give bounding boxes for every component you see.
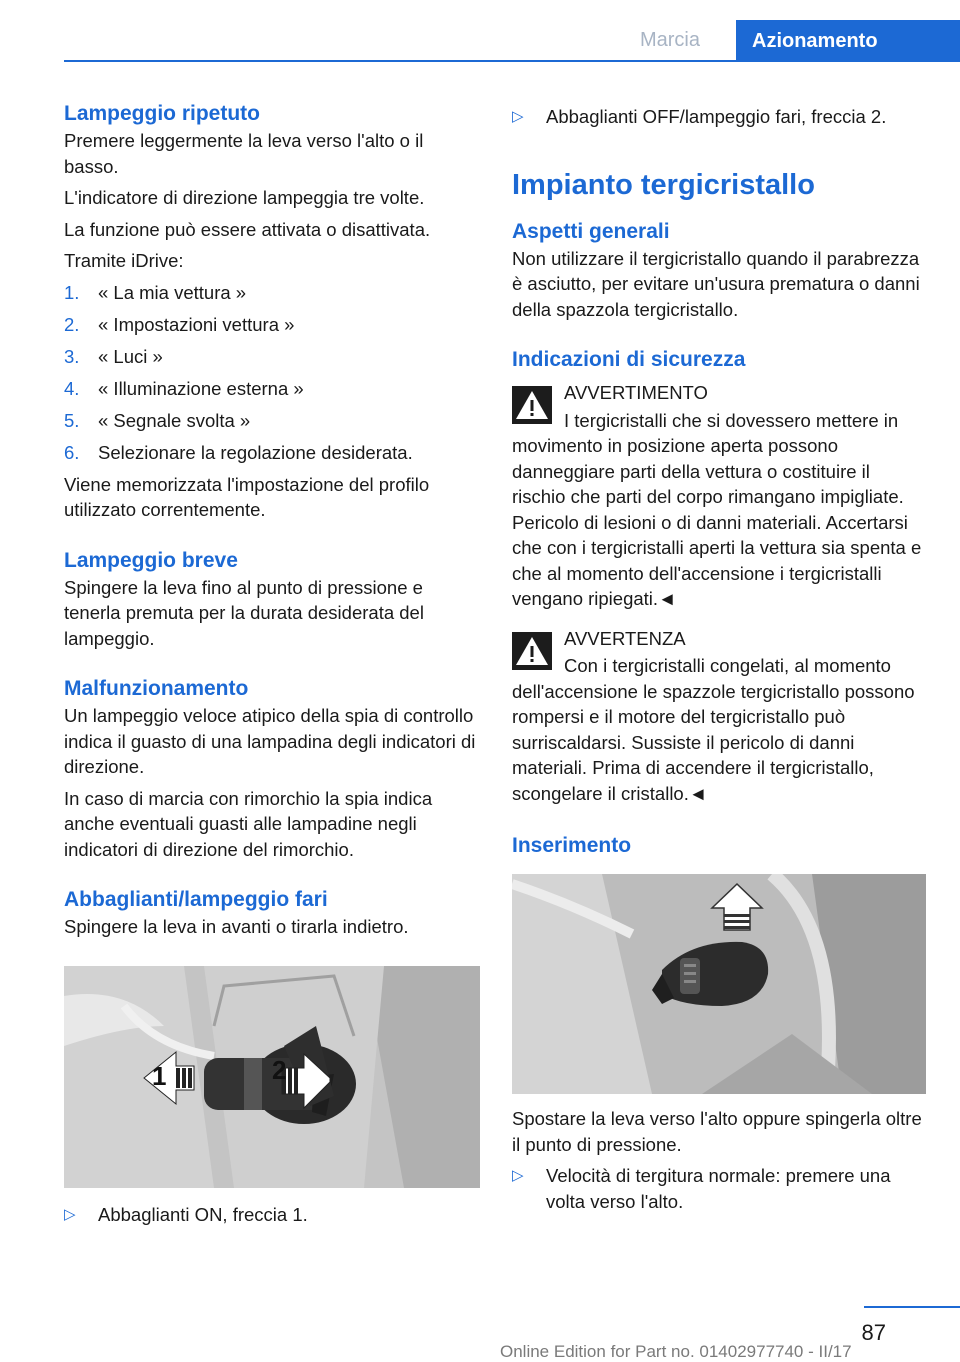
triangle-bullet-icon: ▷ bbox=[512, 108, 524, 125]
step-text: « Illuminazione esterna » bbox=[98, 377, 304, 399]
paragraph: Spostare la leva verso l'alto oppure spingerla oltre il punto di pressione. bbox=[512, 1108, 922, 1155]
list-item bbox=[64, 344, 482, 370]
list-item bbox=[64, 376, 482, 402]
triangle-bullet-icon: ▷ bbox=[512, 1167, 524, 1184]
paragraph: Un lampeggio veloce atipico della spia di controllo indica il guasto di una lampadina degli indicatori di direzione. bbox=[64, 705, 476, 777]
bullet-abbaglianti-off bbox=[512, 104, 926, 130]
bullet-text: Abbaglianti ON, freccia 1. bbox=[98, 1203, 308, 1225]
warning-triangle-icon bbox=[512, 632, 552, 670]
tab-marcia[interactable]: Marcia bbox=[639, 29, 700, 51]
step-number: 4. bbox=[64, 377, 80, 399]
warning-block-avvertenza bbox=[512, 626, 926, 807]
step-text: « Luci » bbox=[98, 345, 163, 367]
arrow-label-2: 2 bbox=[272, 1054, 287, 1085]
paragraph: Spingere la leva in avanti o tirarla indietro. bbox=[64, 916, 409, 937]
heading-aspetti-generali: Aspetti generali bbox=[512, 219, 670, 243]
left-column bbox=[64, 100, 482, 1237]
right-column bbox=[512, 100, 926, 1224]
tab-azionamento[interactable]: Azionamento bbox=[736, 20, 960, 62]
step-number: 5. bbox=[64, 409, 80, 431]
paragraph: Spingere la leva fino al punto di pressione e tenerla premuta per la durata desiderata del lampeggio. bbox=[64, 576, 424, 649]
list-item bbox=[64, 312, 482, 338]
heading-impianto-tergicristallo: Impianto tergicristallo bbox=[512, 168, 815, 201]
step-number: 3. bbox=[64, 345, 80, 367]
warning-triangle-icon bbox=[512, 386, 552, 424]
paragraph: Viene memorizzata l'impostazione del profilo utilizzato correntemente. bbox=[64, 473, 430, 520]
bullet-text: Abbaglianti OFF/lampeggio fari, freccia 2. bbox=[546, 106, 887, 127]
wiper-lever-illustration bbox=[512, 874, 926, 1094]
step-text: « Impostazioni vettura » bbox=[98, 313, 295, 335]
step-text: « La mia vettura » bbox=[98, 281, 247, 303]
list-item bbox=[64, 440, 482, 466]
paragraph: In caso di marcia con rimorchio la spia indica anche eventuali guasti alle lampadine negli indicatori di direzione del rimorchio. bbox=[64, 787, 433, 860]
step-number: 1. bbox=[64, 281, 80, 303]
warning-body: I tergicristalli che si dovessero mettere in movimento in posizione aperta possono danneggiare parti della vettura o costituire il rischio che parti del corpo rimangano impigliate. Pericolo di lesioni o di danni materiali. Accertarsi che con i tergicristalli aperti la vettura sia spenta e che al momento dell'accensione i tergicristalli vengano ripiegati.◄ bbox=[512, 409, 922, 609]
figure-wiper-lever bbox=[512, 874, 926, 1094]
figure-headlight-lever bbox=[64, 966, 480, 1188]
heading-lampeggio-ripetuto: Lampeggio ripetuto bbox=[64, 102, 260, 125]
edition-note: Online Edition for Part no. 01402977740 - II/17 bbox=[500, 1342, 852, 1361]
paragraph: L'indicatore di direzione lampeggia tre volte. bbox=[64, 187, 425, 208]
paragraph: Premere leggermente la leva verso l'alto o il basso. bbox=[64, 130, 424, 177]
list-item bbox=[64, 408, 482, 434]
bullet-velocita-normale bbox=[512, 1163, 926, 1214]
step-number: 2. bbox=[64, 313, 80, 335]
page-number: 87 bbox=[861, 1320, 886, 1345]
triangle-bullet-icon: ▷ bbox=[64, 1205, 76, 1223]
paragraph: La funzione può essere attivata o disattivata. bbox=[64, 218, 431, 240]
paragraph: Non utilizzare il tergicristallo quando il parabrezza è asciutto, per evitare un'usura prematura o danni della spazzola tergicristallo. bbox=[512, 247, 920, 320]
warning-block-avvertimento bbox=[512, 380, 926, 612]
idrive-steps-list bbox=[64, 280, 482, 466]
heading-lampeggio-breve: Lampeggio breve bbox=[64, 548, 238, 572]
paragraph: Tramite iDrive: bbox=[64, 250, 184, 271]
header-rule bbox=[64, 60, 960, 62]
footer-rule bbox=[864, 1306, 960, 1308]
heading-abbaglianti: Abbaglianti/lampeggio fari bbox=[64, 888, 328, 911]
step-number: 6. bbox=[64, 441, 80, 463]
warning-title: AVVERTENZA bbox=[564, 627, 686, 649]
list-item bbox=[64, 280, 482, 306]
page-header bbox=[64, 0, 960, 62]
step-text: Selezionare la regolazione desiderata. bbox=[98, 441, 413, 463]
step-text: « Segnale svolta » bbox=[98, 409, 251, 431]
heading-malfunzionamento: Malfunzionamento bbox=[64, 677, 249, 700]
warning-body: Con i tergicristalli congelati, al momento dell'accensione le spazzole tergicristallo possono rompersi e il motore del tergicristallo può surriscaldarsi. Sussiste il pericolo di danni materiali. Prima di accendere il tergicristallo, scongelare il cristallo.◄ bbox=[512, 655, 915, 804]
arrow-label-1: 1 bbox=[152, 1060, 167, 1091]
warning-title: AVVERTIMENTO bbox=[564, 382, 708, 403]
bullet-text: Velocità di tergitura normale: premere una volta verso l'alto. bbox=[546, 1165, 891, 1212]
bullet-abbaglianti-on bbox=[64, 1202, 482, 1228]
heading-inserimento: Inserimento bbox=[512, 834, 632, 857]
heading-indicazioni-sicurezza: Indicazioni di sicurezza bbox=[512, 348, 746, 371]
